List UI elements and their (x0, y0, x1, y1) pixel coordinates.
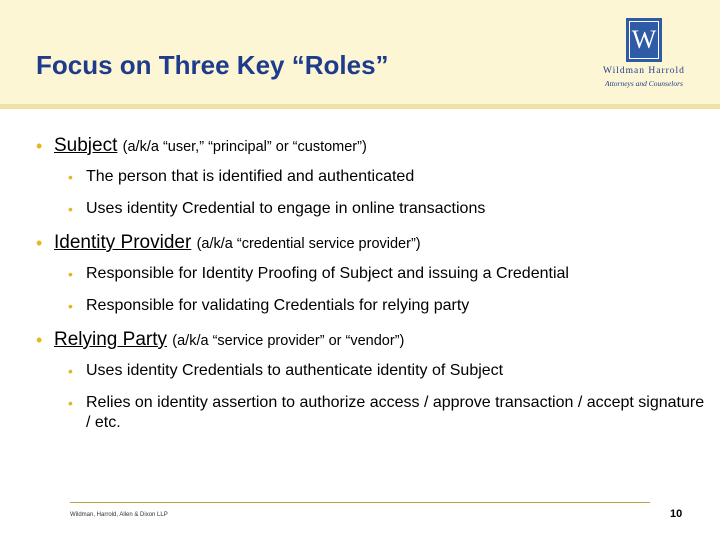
sub-bullet-list (36, 167, 706, 219)
sub-bullet-item (36, 361, 706, 381)
logo-mark-letter: W (629, 21, 659, 59)
bullet-icon: • (36, 233, 43, 253)
bullet-icon: • (68, 363, 73, 379)
bullet-icon: • (68, 395, 73, 411)
role-aka: (a/k/a “user,” “principal” or “customer”) (122, 139, 367, 155)
bullet-icon: • (68, 169, 73, 185)
bullet-icon: • (68, 266, 73, 282)
footer-divider (70, 502, 650, 503)
sub-bullet-text: Uses identity Credential to engage in online transactions (86, 200, 486, 217)
bullet-icon: • (36, 136, 43, 156)
role-group-identity-provider (36, 231, 706, 316)
logo-mark-icon (626, 18, 662, 62)
sub-bullet-item (36, 167, 706, 187)
sub-bullet-text: The person that is identified and authenticated (86, 168, 415, 185)
logo-firm-subtitle: Attorneys and Counselors (605, 79, 683, 88)
bullet-icon: • (36, 330, 43, 350)
role-aka: (a/k/a “service provider” or “vendor”) (172, 333, 405, 349)
page-number: 10 (670, 508, 683, 520)
role-aka: (a/k/a “credential service provider”) (196, 236, 421, 252)
sub-bullet-text: Relies on identity assertion to authorize access / approve transaction / accept signature / etc. (86, 394, 705, 431)
sub-bullet-list (36, 264, 706, 316)
sub-bullet-list (36, 361, 706, 433)
sub-bullet-text: Responsible for Identity Proofing of Subject and issuing a Credential (86, 265, 569, 282)
slide-title: Focus on Three Key “Roles” (36, 50, 389, 80)
footer-firm-name: Wildman, Harrold, Allen & Dixon LLP (70, 512, 168, 518)
role-group-subject (36, 134, 706, 219)
role-item (36, 231, 706, 256)
role-name: Identity Provider (54, 232, 192, 253)
bullet-icon: • (68, 298, 73, 314)
role-name: Subject (54, 135, 118, 156)
firm-logo (588, 18, 700, 98)
role-name: Relying Party (54, 329, 167, 350)
bullet-icon: • (68, 201, 73, 217)
sub-bullet-item (36, 199, 706, 219)
header-divider (0, 104, 720, 109)
logo-firm-name: Wildman Harrold (603, 66, 685, 76)
role-group-relying-party (36, 328, 706, 433)
sub-bullet-item (36, 264, 706, 284)
role-item (36, 328, 706, 353)
role-item (36, 134, 706, 159)
sub-bullet-item (36, 296, 706, 316)
sub-bullet-text: Uses identity Credentials to authenticate identity of Subject (86, 362, 504, 379)
sub-bullet-text: Responsible for validating Credentials for relying party (86, 297, 470, 314)
bullet-list (36, 134, 706, 445)
sub-bullet-item (36, 393, 706, 433)
